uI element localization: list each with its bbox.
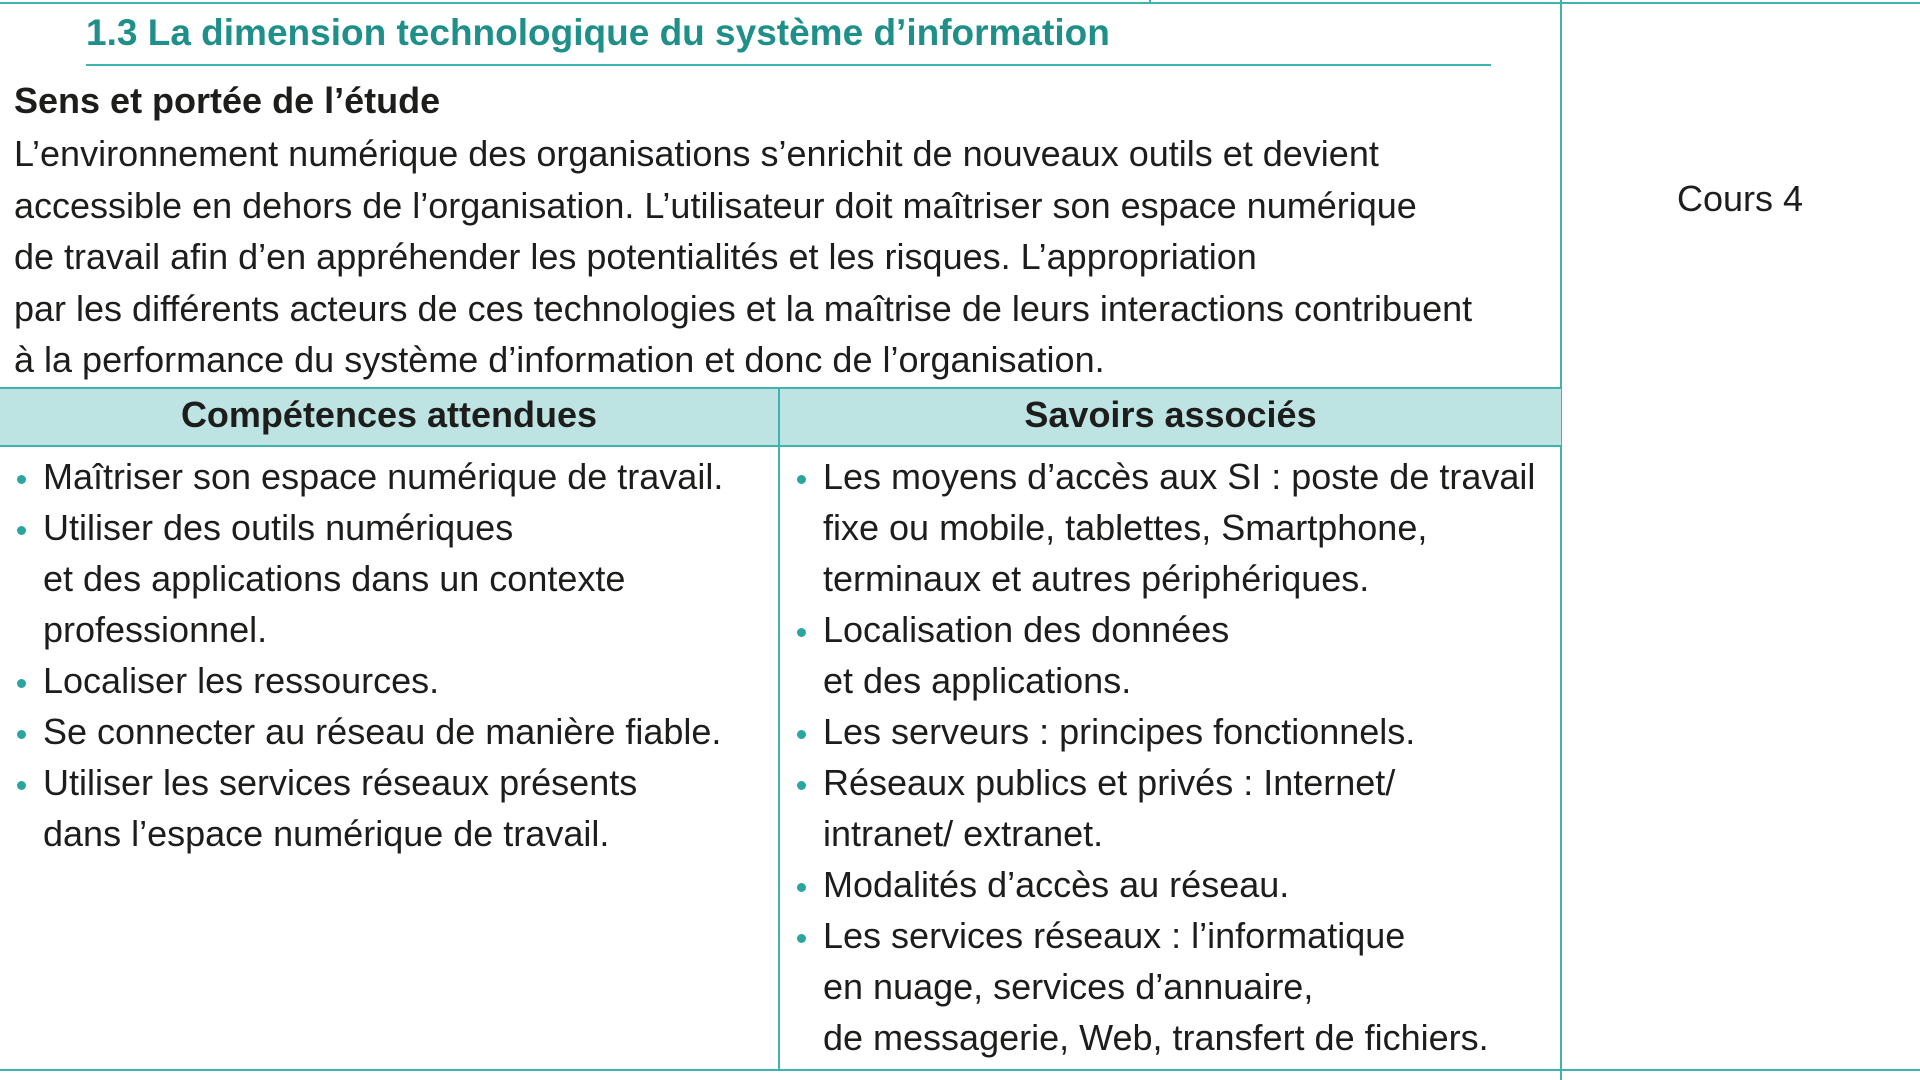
bottom-border	[0, 1069, 1920, 1071]
section-title: 1.3 La dimension technologique du système d’information	[86, 12, 1110, 53]
study-line: accessible en dehors de l’organisation. L’utilisateur doit maîtriser son espace numérique	[14, 184, 1417, 226]
list-item: Localiser les ressources.	[14, 655, 723, 706]
competences-header: Compétences attendues	[180, 394, 598, 435]
study-heading: Sens et portée de l’étude	[14, 80, 441, 121]
header-bottom-border	[0, 445, 1562, 447]
savoirs-list	[794, 451, 1535, 1063]
savoirs-header: Savoirs associés	[1024, 394, 1317, 435]
table-middle-divider	[778, 387, 780, 1070]
list-item: Se connecter au réseau de manière fiable.	[14, 706, 723, 757]
list-item: Localisation des données et des applications.	[794, 604, 1535, 706]
list-item: Les services réseaux : l’informatique en nuage, services d’annuaire, de messagerie, Web, transfert de fichiers.	[794, 910, 1535, 1063]
list-item: Modalités d’accès au réseau.	[794, 859, 1535, 910]
top-left-divider	[1149, 0, 1151, 4]
study-line: par les différents acteurs de ces technologies et la maîtrise de leurs interactions contribuent	[14, 287, 1473, 329]
study-paragraph	[14, 128, 1554, 386]
right-column-divider	[1560, 0, 1562, 1080]
list-item: Utiliser des outils numériques et des applications dans un contexte professionnel.	[14, 502, 723, 655]
list-item: Maîtriser son espace numérique de travail.	[14, 451, 723, 502]
list-item: Les moyens d’accès aux SI : poste de travail fixe ou mobile, tablettes, Smartphone, terminaux et autres périphériques.	[794, 451, 1535, 604]
top-border	[0, 2, 1920, 4]
study-line: de travail afin d’en appréhender les potentialités et les risques. L’appropriation	[14, 236, 1257, 277]
list-item: Réseaux publics et privés : Internet/ intranet/ extranet.	[794, 757, 1535, 859]
header-top-border	[0, 387, 1562, 389]
list-item: Les serveurs : principes fonctionnels.	[794, 706, 1535, 757]
title-underline	[86, 64, 1491, 66]
study-line: à la performance du système d’information et donc de l’organisation.	[14, 339, 1105, 380]
list-item: Utiliser les services réseaux présents dans l’espace numérique de travail.	[14, 757, 723, 859]
study-line: L’environnement numérique des organisations s’enrichit de nouveaux outils et devient	[14, 133, 1379, 174]
competences-list	[14, 451, 723, 859]
course-reference: Cours 4	[1676, 178, 1804, 219]
